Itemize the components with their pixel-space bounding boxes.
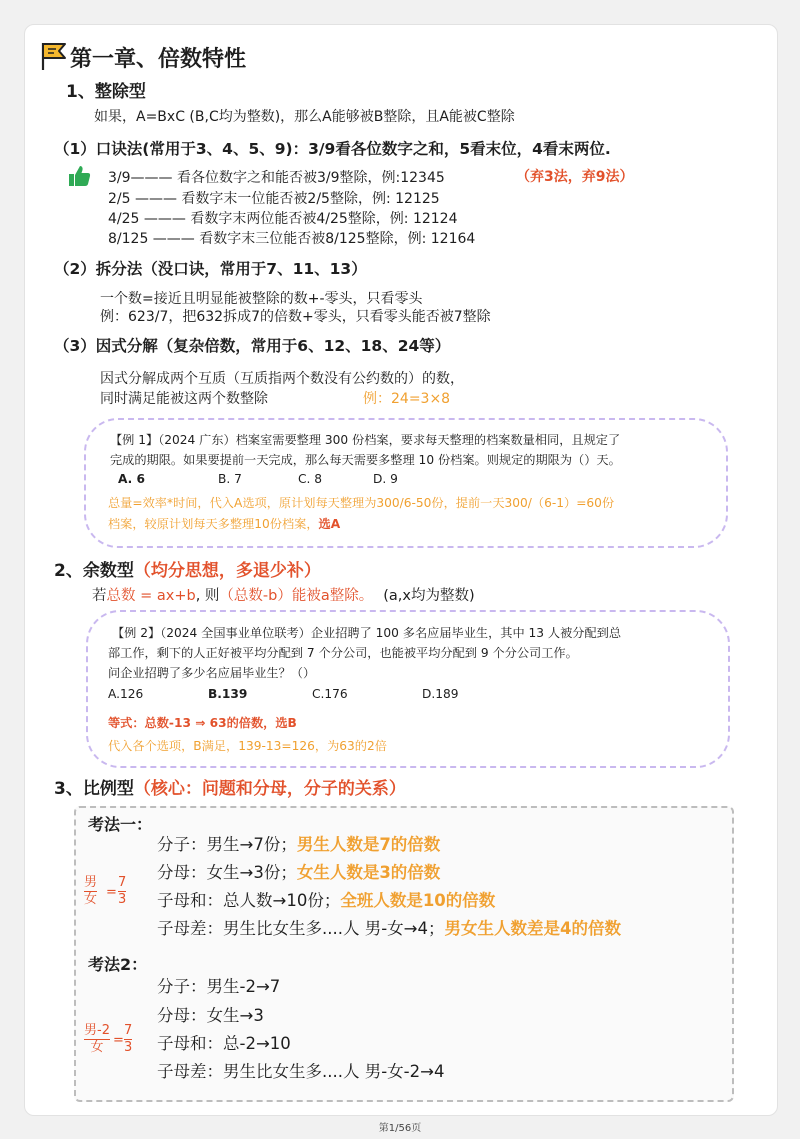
principle-result: （总数-b）能被a整除。 [219, 588, 374, 604]
method-1-title: （1）口诀法(常用于3、4、5、9)：3/9看各位数字之和，5看末位，4看末两位. [54, 140, 611, 158]
k1-row-1 [157, 831, 440, 855]
method-3-line-1: 因式分解成两个互质（互质指两个数没有公约数的）的数， [100, 371, 464, 387]
example-2-answer-1: 等式：总数-13 ⇒ 63的倍数，选B [108, 716, 297, 730]
principle-if: 若 [92, 588, 107, 604]
example-2-answer-2: 代入各个选项，B满足，139-13=126，为63的2倍 [108, 739, 387, 753]
principle-note: (a,x均为整数) [383, 588, 475, 604]
ratio-1b-numerator: 7 [118, 875, 127, 890]
section-2-title-note: （均分思想，多退少补） [133, 561, 321, 581]
ratio-fraction-2b [124, 1024, 132, 1056]
chapter-title: 第一章、倍数特性 [70, 47, 247, 72]
method-2-line-2: 例：623/7，把632拆成7的倍数+零头，只看零头能否被7整除 [100, 309, 491, 325]
k1-row-2-note: 女生人数是3的倍数 [296, 863, 441, 882]
thumbs-up-icon [66, 163, 92, 189]
method-2-line-1: 一个数=接近且明显能被整除的数+-零头，只看零头 [100, 291, 423, 307]
rule-line-3: 4/25 ——— 看数字末两位能否被4/25整除，例: 12124 [108, 211, 458, 227]
method-3-title: （3）因式分解（复杂倍数，常用于6、12、18、24等） [54, 337, 451, 355]
ratio-fraction-1 [84, 876, 97, 908]
section-3-title-note: （核心：问题和分母，分子的关系） [133, 779, 406, 799]
section-3-title-text: 3、比例型 [54, 779, 134, 799]
example-2-option-a: A.126 [108, 687, 144, 701]
example-1-option-c: C. 8 [298, 472, 323, 486]
section-1-definition: 如果，A=BxC (B,C均为整数)，那么A能够被B整除，且A能被C整除 [94, 109, 515, 125]
k2-row-4: 子母差：男生比女生多....人 男-女-2→4 [157, 1062, 445, 1081]
k1-row-2 [157, 859, 440, 883]
example-2-question-3: 问企业招聘了多少名应届毕业生？（） [108, 666, 316, 680]
example-2-option-d: D.189 [422, 687, 459, 701]
ratio-2-denominator: 女 [90, 1040, 104, 1056]
method-3-line-2: 同时满足能被这两个数整除 [100, 391, 268, 407]
k1-row-4-note: 男女生人数差是4的倍数 [444, 919, 621, 938]
k1-row-1-text: 分子：男生→7份； [157, 835, 297, 854]
ratio-2b-numerator: 7 [124, 1023, 133, 1038]
k2-row-3: 子母和：总-2→10 [157, 1034, 291, 1053]
k1-row-2-text: 分母：女生→3份； [157, 863, 297, 882]
method-k2-title: 考法2： [88, 955, 148, 974]
rule-line-4: 8/125 ——— 看数字末三位能否被8/125整除，例: 12164 [108, 231, 476, 247]
example-1-answer-1: 总量=效率*时间，代入A选项，原计划每天整理为300/6-50份，提前一天300/（6-1）=60份 [108, 496, 615, 510]
example-1-question-1: 【例 1】（2024 广东）档案室需要整理 300 份档案，要求每天整理的档案数量相同，且规定了 [110, 433, 621, 447]
rule-line-1: 3/9——— 看各位数字之和能否被3/9整除，例:12345 [108, 170, 445, 186]
k1-row-1-note: 男生人数是7的倍数 [296, 835, 441, 854]
k1-row-4-text: 子母差：男生比女生多....人 男-女→4； [157, 919, 445, 938]
page-number: 第1/56页 [378, 1123, 422, 1134]
example-2-option-c: C.176 [312, 687, 348, 701]
principle-formula: 总数 = ax+b [106, 588, 196, 604]
method-3-example: 例：24=3×8 [363, 391, 451, 407]
k1-row-3 [157, 887, 495, 911]
ratio-2-equals: = [113, 1033, 124, 1048]
example-1-answer-2-text: 档案，较原计划每天多整理10份档案， [108, 517, 319, 531]
k2-row-2: 分母：女生→3 [157, 1006, 264, 1025]
k2-row-1: 分子：男生-2→7 [157, 977, 281, 996]
section-2-title [54, 556, 321, 581]
example-2-option-b: B.139 [208, 687, 248, 701]
example-2-question-2: 部工作，剩下的人正好被平均分配到 7 个分公司，也能被平均分配到 9 个分公司工作。 [108, 646, 578, 660]
flag-icon [38, 40, 68, 72]
example-1-answer-pick: 选A [318, 517, 341, 531]
section-2-principle [92, 584, 475, 605]
ratio-1-equals: = [106, 885, 117, 900]
section-1-title: 1、整除型 [66, 82, 146, 102]
ratio-2-numerator: 男-2 [84, 1023, 110, 1038]
method-k1-title: 考法一： [88, 815, 153, 834]
ratio-2b-denominator: 3 [124, 1040, 133, 1056]
ratio-1-denominator: 女 [84, 892, 98, 908]
example-1-option-b: B. 7 [218, 472, 242, 486]
method-2-title: （2）拆分法（没口诀，常用于7、11、13） [54, 260, 367, 278]
rule-note: （弃3法，弃9法） [516, 169, 634, 185]
example-1-answer-2 [108, 515, 340, 532]
k1-row-3-note: 全班人数是10的倍数 [340, 891, 496, 910]
example-1-option-a: A. 6 [118, 472, 146, 486]
k1-row-4 [157, 915, 621, 939]
example-2-question-1: 【例 2】（2024 全国事业单位联考）企业招聘了 100 多名应届毕业生，其中 13 人被分配到总 [112, 626, 622, 640]
section-2-title-text: 2、余数型 [54, 561, 134, 581]
k1-row-3-text: 子母和：总人数→10份； [157, 891, 341, 910]
ratio-1-numerator: 男 [84, 875, 98, 890]
example-1-question-2: 完成的期限。如果要提前一天完成，那么每天需要多整理 10 份档案。则规定的期限为（）天。 [110, 453, 621, 467]
ratio-1b-denominator: 3 [118, 892, 127, 908]
section-3-title [54, 774, 406, 799]
ratio-fraction-1b [118, 876, 126, 908]
principle-then: , 则 [195, 588, 220, 604]
ratio-fraction-2 [84, 1024, 110, 1056]
example-1-option-d: D. 9 [373, 472, 398, 486]
rule-line-2: 2/5 ——— 看数字末一位能否被2/5整除，例: 12125 [108, 191, 440, 207]
